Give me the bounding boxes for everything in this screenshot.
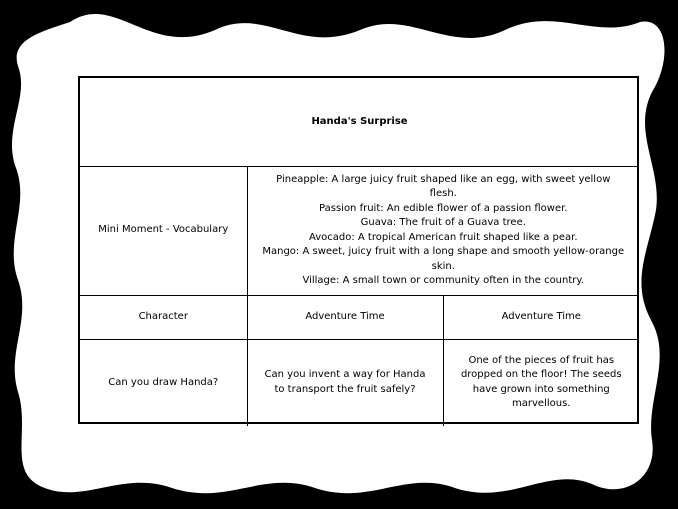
header-row <box>80 295 639 339</box>
task-row <box>80 339 639 426</box>
column-header-character: Character <box>80 295 247 339</box>
vocab-passion-fruit: Passion fruit: An edible flower of a passion flower. <box>319 202 568 214</box>
task-fruit-seeds: One of the pieces of fruit has dropped on the floor! The seeds have grown into something marvellous. <box>443 339 639 426</box>
vocab-guava: Guava: The fruit of a Guava tree. <box>360 217 526 228</box>
task-draw-handa: Can you draw Handa? <box>80 339 247 426</box>
vocabulary-row <box>80 166 639 295</box>
vocab-avocado: Avocado: A tropical American fruit shaped like a pear. <box>308 231 578 243</box>
activity-table <box>80 78 639 426</box>
title-row <box>80 78 639 166</box>
page-title: Handa's Surprise <box>80 78 639 166</box>
vocabulary-label: Mini Moment - Vocabulary <box>80 166 247 295</box>
content-card <box>78 76 639 424</box>
vocab-village: Village: A small town or community often in the country. <box>302 275 585 286</box>
column-header-adventure-time-1: Adventure Time <box>247 295 443 339</box>
vocab-pineapple: Pineapple: A large juicy fruit shaped like an egg, with sweet yellow flesh. <box>276 173 611 199</box>
vocab-mango: Mango: A sweet, juicy fruit with a long shape and smooth yellow-orange skin. <box>262 246 625 272</box>
vocabulary-definitions <box>247 166 639 295</box>
task-transport-fruit: Can you invent a way for Handa to transport the fruit safely? <box>247 339 443 426</box>
column-header-adventure-time-2: Adventure Time <box>443 295 639 339</box>
